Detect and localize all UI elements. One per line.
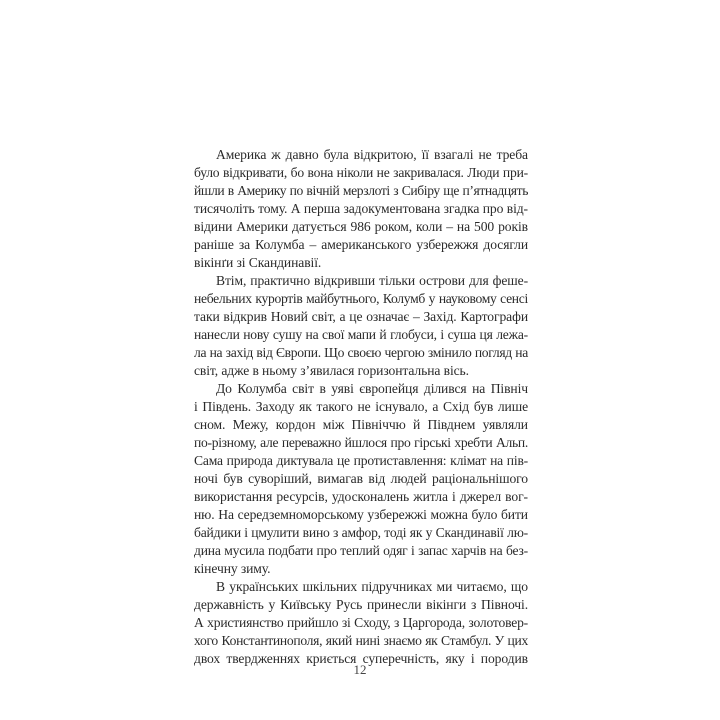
text-line: дина мусила подбати про теплий одяг і запас харчів на без- — [194, 543, 528, 558]
text-line: світ, адже в ньому з’явилася горизонтальна вісь. — [194, 363, 469, 378]
text-line: В українських шкільних підручниках ми читаємо, що — [216, 579, 528, 594]
text-line: державність у Київську Русь принесли вікінги з Півночі. — [194, 597, 528, 612]
text-line: ла на захід від Європи. Що своєю чергою змінило погляд на — [194, 345, 528, 360]
text-line: двох твердженнях криється суперечність, яку і породив — [194, 651, 528, 666]
text-line: таки відкрив Новий світ, а це означає – Захід. Картографи — [194, 309, 528, 324]
text-line: нанесли нову сушу на свої мапи й глобуси, і суша ця лежа- — [194, 327, 528, 342]
text-line: Втім, практично відкривши тільки острови для феше- — [216, 273, 528, 288]
text-line: небельних курортів майбутнього, Колумб у науковому сенсі — [194, 291, 528, 306]
text-line: використання ресурсів, удосконалень житла і джерел вог- — [194, 489, 528, 504]
paragraph — [194, 272, 528, 380]
text-line: кінечну зиму. — [194, 561, 271, 576]
text-line: по-різному, але переважно йшлося про гірські хребти Альп. — [194, 435, 528, 450]
paragraph — [194, 146, 528, 272]
text-line: байдики і цмулити вино з амфор, тоді як у Скандинавії лю- — [194, 525, 528, 540]
text-line: ню. На середземноморському узбережжі можна було бити — [194, 507, 528, 522]
text-line: було відкривати, бо вона ніколи не закривалася. Люди при- — [194, 165, 528, 180]
text-line: відини Америки датується 986 роком, коли – на 500 років — [194, 219, 528, 234]
text-line: А християнство прийшло зі Сходу, з Царгорода, золотовер- — [194, 615, 528, 630]
page-body-text — [194, 146, 528, 668]
paragraph — [194, 578, 528, 668]
text-line: тисячоліть тому. А перша задокументована згадка про від- — [194, 201, 528, 216]
text-line: і Південь. Заходу як такого не існувало, а Схід був лише — [194, 399, 528, 414]
text-line: До Колумба світ в уяві європейця ділився на Північ — [216, 381, 528, 396]
text-line: Америка ж давно була відкритою, її взагалі не треба — [216, 147, 528, 162]
text-line: сном. Межу, кордон між Північчю й Півднем уявляли — [194, 417, 528, 432]
text-line: хого Константинополя, який нині знаємо як Стамбул. У цих — [194, 633, 528, 648]
text-line: вікінґи зі Скандинавії. — [194, 255, 322, 270]
text-line: ночі був суворіший, вимагав від людей раціональнішого — [194, 471, 528, 486]
text-line: йшли в Америку по вічній мерзлоті з Сибіру ще п’ятнадцять — [194, 183, 528, 198]
text-line: раніше за Колумба – американського узбережжя досягли — [194, 237, 528, 252]
text-line: Сама природа диктувала це протиставлення: клімат на пів- — [194, 453, 528, 468]
paragraph — [194, 380, 528, 578]
page-number: 12 — [353, 662, 367, 677]
